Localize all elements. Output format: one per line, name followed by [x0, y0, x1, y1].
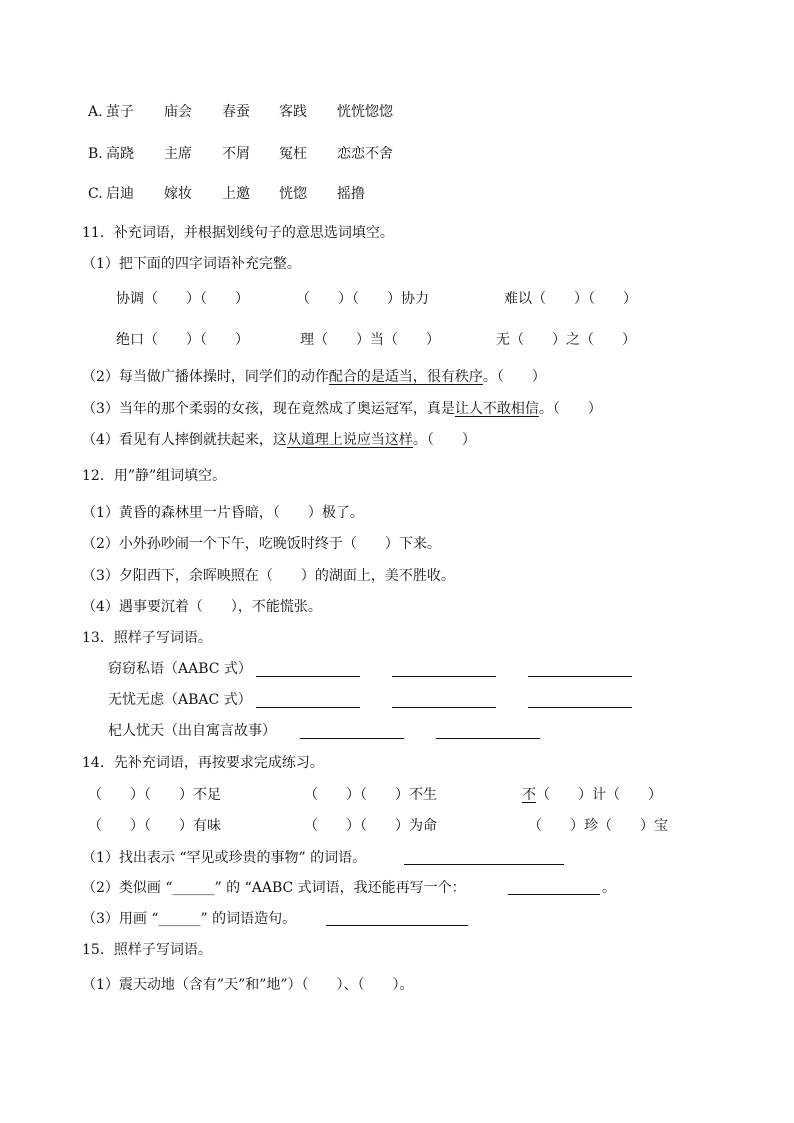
q14-row1-word-1: （ ）（ ）不足 — [88, 787, 221, 803]
q11-row2-word-2: 理（ ）当（ ） — [300, 332, 440, 348]
q14-sub-2-end: 。 — [602, 880, 616, 896]
option-b-word-4: 冤枉 — [279, 146, 307, 162]
q15-title: 15．照样子写词语。 — [82, 942, 212, 958]
q13-item-3: 杞人忧天（出自寓言故事） — [108, 723, 276, 739]
answer-blank[interactable] — [528, 676, 632, 677]
q11-part-4: （4）看见有人摔倒就扶起来，这从道理上说应当这样。（ ） — [82, 432, 476, 448]
option-a-word-4: 客践 — [279, 104, 307, 120]
q14-row2-word-3: （ ）珍（ ）宝 — [528, 818, 668, 834]
option-a-letter: A. — [88, 104, 103, 120]
q11-title: 11．补充词语，并根据划线句子的意思选词填空。 — [82, 225, 394, 241]
answer-blank[interactable] — [436, 738, 540, 739]
q11-row1-word-3: 难以（ ）（ ） — [504, 291, 637, 307]
answer-blank[interactable] — [300, 738, 404, 739]
q12-title: 12．用”静”组词填空。 — [82, 468, 227, 484]
option-a-word-1: 茧子 — [106, 104, 134, 120]
q14-sub-2: （2）类似画 “______” 的 “AABC 式词语，我还能再写一个： — [82, 880, 466, 896]
q12-item-1: （1）黄昏的森林里一片昏暗，（ ）极了。 — [82, 505, 364, 521]
q15-item-1: （1）震天动地（含有”天”和”地”）（ ）、（ ）。 — [82, 977, 414, 993]
underlined-phrase: 从道理上说应当这样 — [286, 432, 413, 448]
q11-row2-word-1: 绝口（ ）（ ） — [116, 332, 249, 348]
q14-row1-word-2: （ ）（ ）不生 — [304, 787, 437, 803]
option-c-word-3: 上邀 — [222, 186, 250, 202]
q12-item-3: （3）夕阳西下，余晖映照在（ ）的湖面上，美不胜收。 — [82, 568, 455, 584]
answer-blank[interactable] — [404, 864, 564, 865]
q14-title: 14．先补充词语，再按要求完成练习。 — [82, 755, 324, 771]
answer-blank[interactable] — [392, 707, 496, 708]
answer-blank[interactable] — [392, 676, 496, 677]
q14-sub-3: （3）用画 “______” 的词语造句。 — [82, 911, 297, 927]
q12-item-4: （4）遇事要沉着（ ），不能慌张。 — [82, 599, 322, 615]
q13-title: 13．照样子写词语。 — [82, 630, 212, 646]
option-c-word-2: 嫁妆 — [164, 186, 192, 202]
answer-blank[interactable] — [508, 894, 600, 895]
q11-part-1: （1）把下面的四字词语补充完整。 — [82, 256, 301, 272]
q11-part-3: （3）当年的那个柔弱的女孩，现在竟然成了奥运冠军，真是让人不敢相信。（ ） — [82, 401, 602, 417]
answer-blank[interactable] — [256, 676, 360, 677]
underlined-phrase: 配合的是适当，很有秩序 — [328, 369, 483, 385]
q11-part-2: （2）每当做广播体操时，同学们的动作配合的是适当，很有秩序。（ ） — [82, 369, 546, 385]
option-b-word-5: 恋恋不舍 — [337, 146, 393, 162]
option-c-letter: C. — [88, 186, 103, 202]
option-a-word-3: 春蚕 — [222, 104, 250, 120]
q11-row2-word-3: 无（ ）之（ ） — [496, 332, 636, 348]
option-c-word-5: 摇撸 — [337, 186, 365, 202]
underlined-phrase: 让人不敢相信 — [454, 401, 539, 417]
answer-blank[interactable] — [256, 707, 360, 708]
answer-blank[interactable] — [528, 707, 632, 708]
q12-item-2: （2）小外孙吵闹一个下午，吃晚饭时终于（ ）下来。 — [82, 536, 441, 552]
option-b-word-2: 主席 — [164, 146, 192, 162]
option-a-word-2: 庙会 — [164, 104, 192, 120]
q14-row2-word-1: （ ）（ ）有味 — [88, 818, 221, 834]
option-c-word-1: 启迪 — [106, 186, 134, 202]
answer-blank[interactable] — [326, 925, 468, 926]
q11-row1-word-1: 协调（ ）（ ） — [116, 291, 249, 307]
q14-row1-word-3: 不（ ）计（ ） — [522, 787, 662, 803]
q13-item-2: 无忧无虑（ABAC 式） — [108, 692, 252, 708]
option-b-word-3: 不屑 — [222, 146, 250, 162]
option-a-word-5: 恍恍惚惚 — [337, 104, 393, 120]
q14-sub-1: （1）找出表示 “罕见或珍贵的事物” 的词语。 — [82, 850, 367, 866]
q14-row2-word-2: （ ）（ ）为命 — [304, 818, 437, 834]
option-b-word-1: 高跷 — [106, 146, 134, 162]
option-c-word-4: 恍惚 — [279, 186, 307, 202]
option-b-letter: B. — [88, 146, 103, 162]
q11-row1-word-2: （ ）（ ）协力 — [296, 291, 429, 307]
q13-item-1: 窃窃私语（AABC 式） — [108, 661, 252, 677]
